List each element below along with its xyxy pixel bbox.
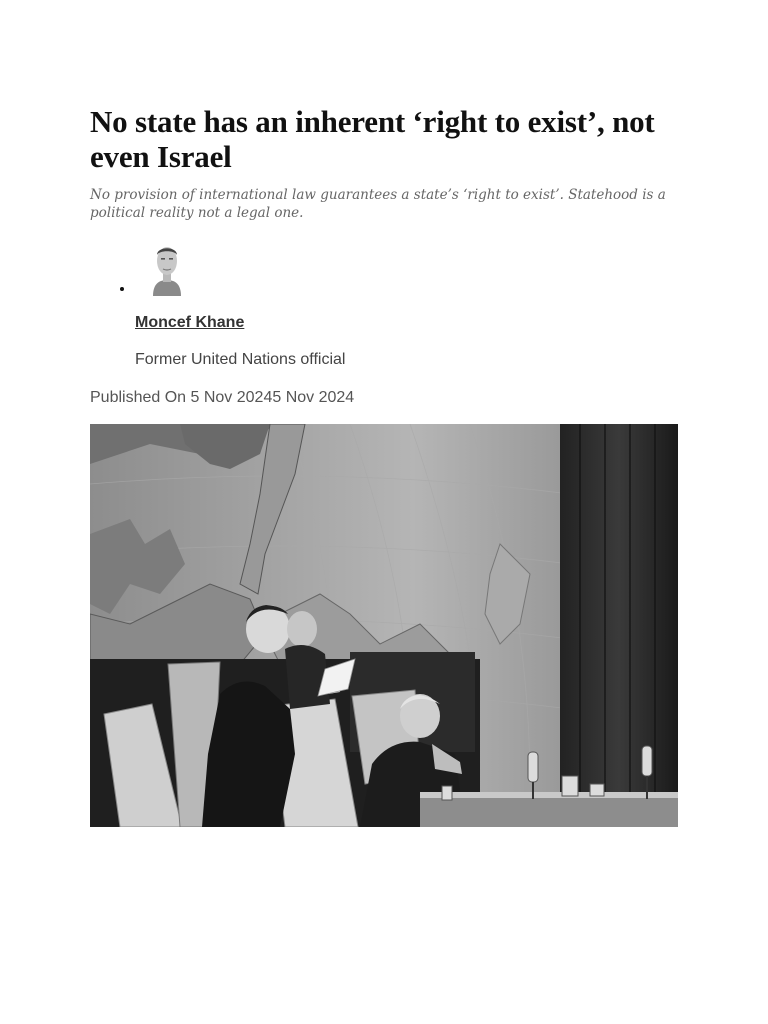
article-headline: No state has an inherent ‘right to exist’, not even Israel	[90, 104, 655, 174]
author-list-item	[135, 238, 680, 296]
article-header	[90, 104, 680, 407]
published-date: Published On 5 Nov 20245 Nov 2024	[90, 389, 355, 406]
author-name-link[interactable]: Moncef Khane	[135, 314, 245, 331]
author-list	[90, 238, 680, 296]
author-avatar[interactable]	[147, 238, 187, 296]
hero-image	[90, 424, 678, 827]
article-standfirst: No provision of international law guarantees a state’s ‘right to exist’. Statehood is a political reality not a legal one.	[90, 187, 666, 221]
author-role: Former United Nations official	[135, 351, 346, 368]
hero-photo-illustration	[90, 424, 678, 827]
